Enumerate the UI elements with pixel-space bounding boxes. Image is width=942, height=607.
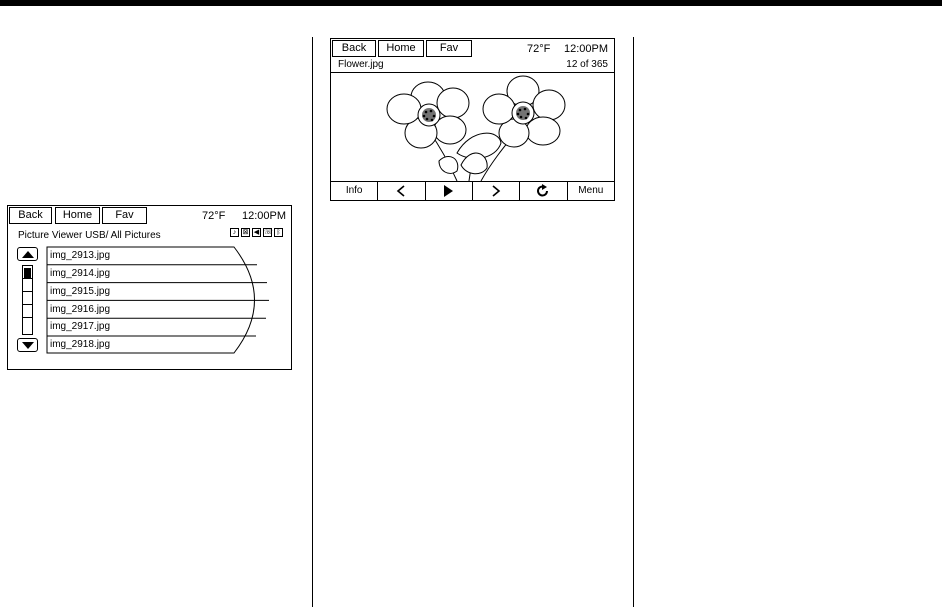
previous-icon [395,185,407,197]
up-arrow-icon [22,251,34,258]
picture-display[interactable] [331,72,614,182]
down-arrow-icon [22,342,34,349]
column-divider-left [312,37,313,607]
next-button[interactable] [473,182,520,200]
phone-icon: ☏ [264,229,273,236]
fav-button[interactable]: Fav [426,40,472,57]
scrollbar-thumb[interactable] [24,268,31,278]
clock: 12:00PM [564,43,609,55]
picture-viewer-screen [330,38,615,201]
column-divider-right [633,37,634,607]
menu-button[interactable]: Menu [578,185,604,196]
previous-button[interactable] [378,182,425,200]
bluetooth-icon: ᛒ [274,228,283,237]
flower-image [331,73,614,181]
list-item[interactable]: img_2914.jpg [50,268,111,279]
media-icon: ♪ [230,228,239,237]
scroll-up-button[interactable] [17,247,38,261]
play-icon [444,185,453,197]
back-button[interactable]: Back [9,207,52,224]
top-nav-bar [8,206,291,226]
play-button[interactable] [426,182,473,200]
picture-viewer-list-screen [7,205,292,370]
file-name: Flower.jpg [338,59,384,70]
list-item[interactable]: img_2913.jpg [50,250,111,261]
bottom-control-bar [331,182,614,200]
rotate-button[interactable] [520,182,567,200]
fav-button[interactable]: Fav [102,207,147,224]
scroll-down-button[interactable] [17,338,38,352]
list-item[interactable]: img_2917.jpg [50,321,111,332]
next-icon [490,185,502,197]
usb-icon: ⊠ [242,229,249,236]
status-icons [230,228,283,238]
back-button[interactable]: Back [332,40,376,57]
temperature: 72°F [527,43,551,55]
speaker-icon: ◀ [253,229,260,236]
rotate-icon [536,184,550,198]
home-button[interactable]: Home [378,40,424,57]
home-button[interactable]: Home [55,207,100,224]
page-title: Picture Viewer USB/ All Pictures [18,230,161,241]
list-item[interactable]: img_2916.jpg [50,304,111,315]
info-button[interactable]: Info [331,182,378,200]
page-top-rule [0,0,942,6]
file-list [46,246,276,354]
list-item[interactable]: img_2915.jpg [50,286,111,297]
scrollbar-track[interactable] [22,265,33,335]
clock: 12:00PM [242,210,287,222]
picture-counter: 12 of 365 [566,59,608,70]
temperature: 72°F [202,210,226,222]
list-item[interactable]: img_2918.jpg [50,339,111,350]
scroll-control [17,247,38,353]
